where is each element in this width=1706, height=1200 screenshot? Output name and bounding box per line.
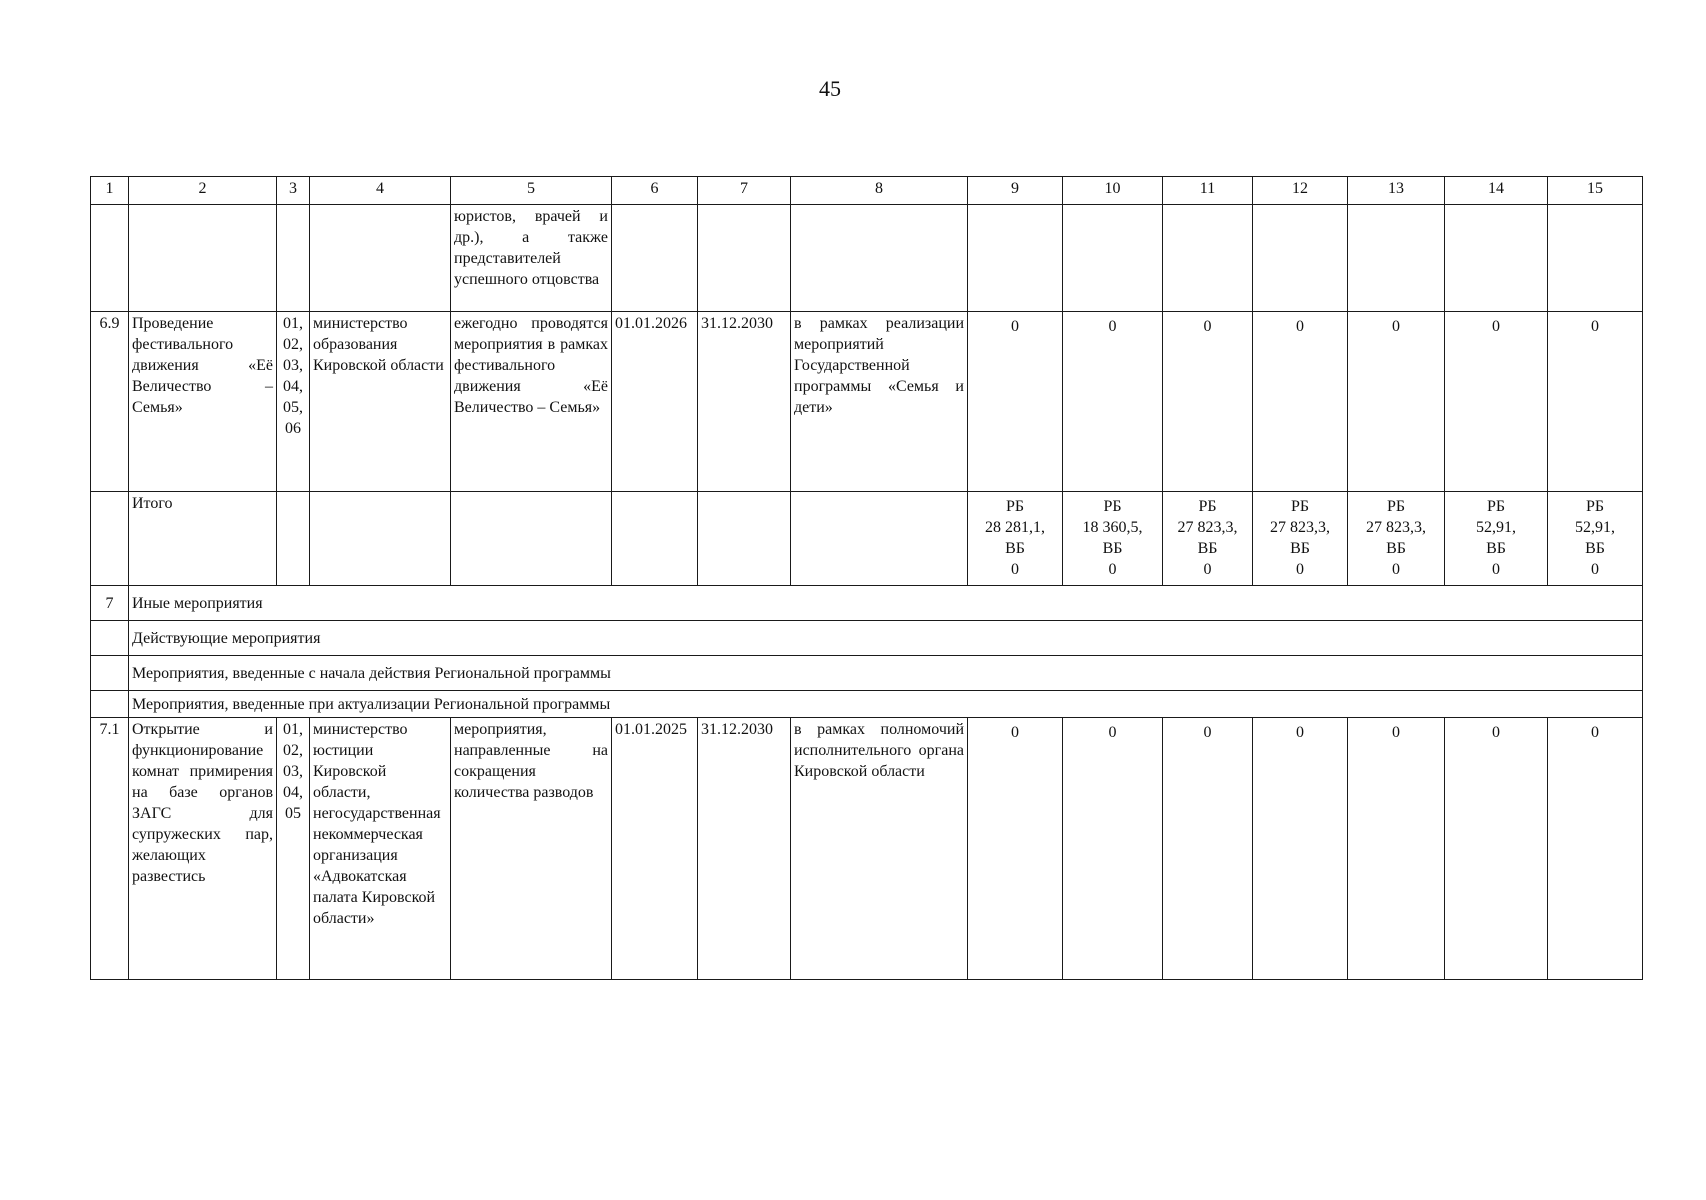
- year-value: 0: [1348, 718, 1445, 980]
- col-header: 9: [968, 177, 1063, 205]
- col-header: 14: [1445, 177, 1548, 205]
- empty-cell: [791, 492, 968, 586]
- budget-amount: 52,91,: [1575, 519, 1615, 536]
- empty-cell: [1163, 205, 1253, 312]
- row-number: 6.9: [91, 312, 129, 492]
- empty-cell: [91, 492, 129, 586]
- empty-cell: [1445, 205, 1548, 312]
- year-value: 0: [1253, 718, 1348, 980]
- empty-cell: [451, 492, 612, 586]
- budget-label: РБ: [1103, 498, 1122, 515]
- end-date: 31.12.2030: [698, 718, 791, 980]
- year-value: 0: [1163, 718, 1253, 980]
- empty-cell: [1548, 205, 1643, 312]
- total-label: Итого: [129, 492, 277, 586]
- empty-cell: [91, 205, 129, 312]
- empty-cell: [612, 205, 698, 312]
- col-header: 13: [1348, 177, 1445, 205]
- funding-note: в рамках реализации мероприятий Государственной программы «Семья и дети»: [791, 312, 968, 492]
- budget-label: ВБ: [1290, 540, 1310, 557]
- measure-name: Проведение фестивального движения «Её Величество – Семья»: [129, 312, 277, 492]
- total-value: [1163, 492, 1253, 586]
- col-header: 15: [1548, 177, 1643, 205]
- budget-amount: 27 823,3,: [1366, 519, 1426, 536]
- task-codes: 01, 02, 03, 04, 05: [277, 718, 310, 980]
- empty-cell: [277, 205, 310, 312]
- year-value: 0: [1163, 312, 1253, 492]
- budget-label: ВБ: [1585, 540, 1605, 557]
- empty-cell: [310, 205, 451, 312]
- budget-label: РБ: [1198, 498, 1217, 515]
- col-header: 5: [451, 177, 612, 205]
- year-value: 0: [1063, 312, 1163, 492]
- budget-amount: 0: [1108, 561, 1117, 578]
- funding-note: в рамках полномочий исполнительного органа Кировской области: [791, 718, 968, 980]
- budget-label: РБ: [1486, 498, 1506, 515]
- year-value: 0: [1548, 718, 1643, 980]
- empty-cell: [310, 492, 451, 586]
- year-value: 0: [1548, 312, 1643, 492]
- col-header: 4: [310, 177, 451, 205]
- total-value: [1548, 492, 1643, 586]
- empty-cell: [277, 492, 310, 586]
- section-title: Иные мероприятия: [129, 586, 1643, 621]
- empty-cell: [698, 492, 791, 586]
- empty-cell: [129, 205, 277, 312]
- budget-amount: 0: [1011, 561, 1019, 578]
- col-header: 8: [791, 177, 968, 205]
- col-header: 10: [1063, 177, 1163, 205]
- measure-name: Открытие и функционирование комнат примирения на базе органов ЗАГС для супружеских пар, желающих развестись: [129, 718, 277, 980]
- empty-cell: [968, 205, 1063, 312]
- budget-label: ВБ: [1386, 540, 1406, 557]
- empty-cell: [91, 621, 129, 656]
- budget-label: ВБ: [1197, 540, 1218, 557]
- budget-amount: 0: [1591, 561, 1599, 578]
- budget-amount: 18 360,5,: [1082, 519, 1143, 536]
- executor: министерство юстиции Кировской области, негосударственная некоммерческая организация «Адвокатская палата Кировской области»: [310, 718, 451, 980]
- budget-amount: 0: [1296, 561, 1304, 578]
- year-value: 0: [1063, 718, 1163, 980]
- col-header: 1: [91, 177, 129, 205]
- subsection-row: [91, 656, 1643, 691]
- table-row-total: [91, 492, 1643, 586]
- total-value: [1348, 492, 1445, 586]
- empty-cell: [698, 205, 791, 312]
- budget-amount: 0: [1492, 561, 1500, 578]
- total-value: [968, 492, 1063, 586]
- subsection-title: Действующие мероприятия: [129, 621, 1643, 656]
- table-row-6-9: [91, 312, 1643, 492]
- budget-label: РБ: [1585, 498, 1605, 515]
- empty-cell: [612, 492, 698, 586]
- empty-cell: [1063, 205, 1163, 312]
- col-header: 2: [129, 177, 277, 205]
- budget-label: РБ: [1005, 498, 1025, 515]
- start-date: 01.01.2026: [612, 312, 698, 492]
- year-value: 0: [1253, 312, 1348, 492]
- executor: министерство образования Кировской области: [310, 312, 451, 492]
- column-number-row: [91, 177, 1643, 205]
- table-row-continuation: [91, 205, 1643, 312]
- subsection-title: Мероприятия, введенные с начала действия Региональной программы: [129, 656, 1643, 691]
- col-header: 3: [277, 177, 310, 205]
- col-header: 12: [1253, 177, 1348, 205]
- budget-label: РБ: [1386, 498, 1406, 515]
- empty-cell: [1253, 205, 1348, 312]
- budget-amount: 27 823,3,: [1270, 519, 1330, 536]
- budget-amount: 28 281,1,: [985, 519, 1045, 536]
- empty-cell: [91, 691, 129, 718]
- budget-amount: 27 823,3,: [1177, 519, 1238, 536]
- empty-cell: [1348, 205, 1445, 312]
- budget-amount: 52,91,: [1476, 519, 1516, 536]
- year-value: 0: [1348, 312, 1445, 492]
- table-row-7-1: [91, 718, 1643, 980]
- col-header: 11: [1163, 177, 1253, 205]
- budget-amount: 0: [1392, 561, 1400, 578]
- start-date: 01.01.2025: [612, 718, 698, 980]
- section-row-7: [91, 586, 1643, 621]
- budget-label: ВБ: [1486, 540, 1506, 557]
- year-value: 0: [968, 718, 1063, 980]
- budget-label: ВБ: [1005, 540, 1025, 557]
- total-value: [1253, 492, 1348, 586]
- budget-label: ВБ: [1102, 540, 1123, 557]
- subsection-row: [91, 691, 1643, 718]
- budget-amount: 0: [1203, 561, 1212, 578]
- end-date: 31.12.2030: [698, 312, 791, 492]
- expected-result: мероприятия, направленные на сокращения количества разводов: [451, 718, 612, 980]
- row-number: 7.1: [91, 718, 129, 980]
- col-header: 7: [698, 177, 791, 205]
- empty-cell: [91, 656, 129, 691]
- page-number: 45: [819, 76, 841, 101]
- col-header: 6: [612, 177, 698, 205]
- section-number: 7: [91, 586, 129, 621]
- year-value: 0: [968, 312, 1063, 492]
- result-cell: юристов, врачей и др.), а также представителей успешного отцовства: [451, 205, 612, 312]
- year-value: 0: [1445, 718, 1548, 980]
- empty-cell: [791, 205, 968, 312]
- budget-label: РБ: [1290, 498, 1310, 515]
- year-value: 0: [1445, 312, 1548, 492]
- subsection-title: Мероприятия, введенные при актуализации Региональной программы: [129, 691, 1643, 718]
- expected-result: ежегодно проводятся мероприятия в рамках фестивального движения «Её Величество – Семья»: [451, 312, 612, 492]
- total-value: [1063, 492, 1163, 586]
- total-value: [1445, 492, 1548, 586]
- task-codes: 01, 02, 03, 04, 05, 06: [277, 312, 310, 492]
- program-table: [90, 176, 1643, 980]
- subsection-row: [91, 621, 1643, 656]
